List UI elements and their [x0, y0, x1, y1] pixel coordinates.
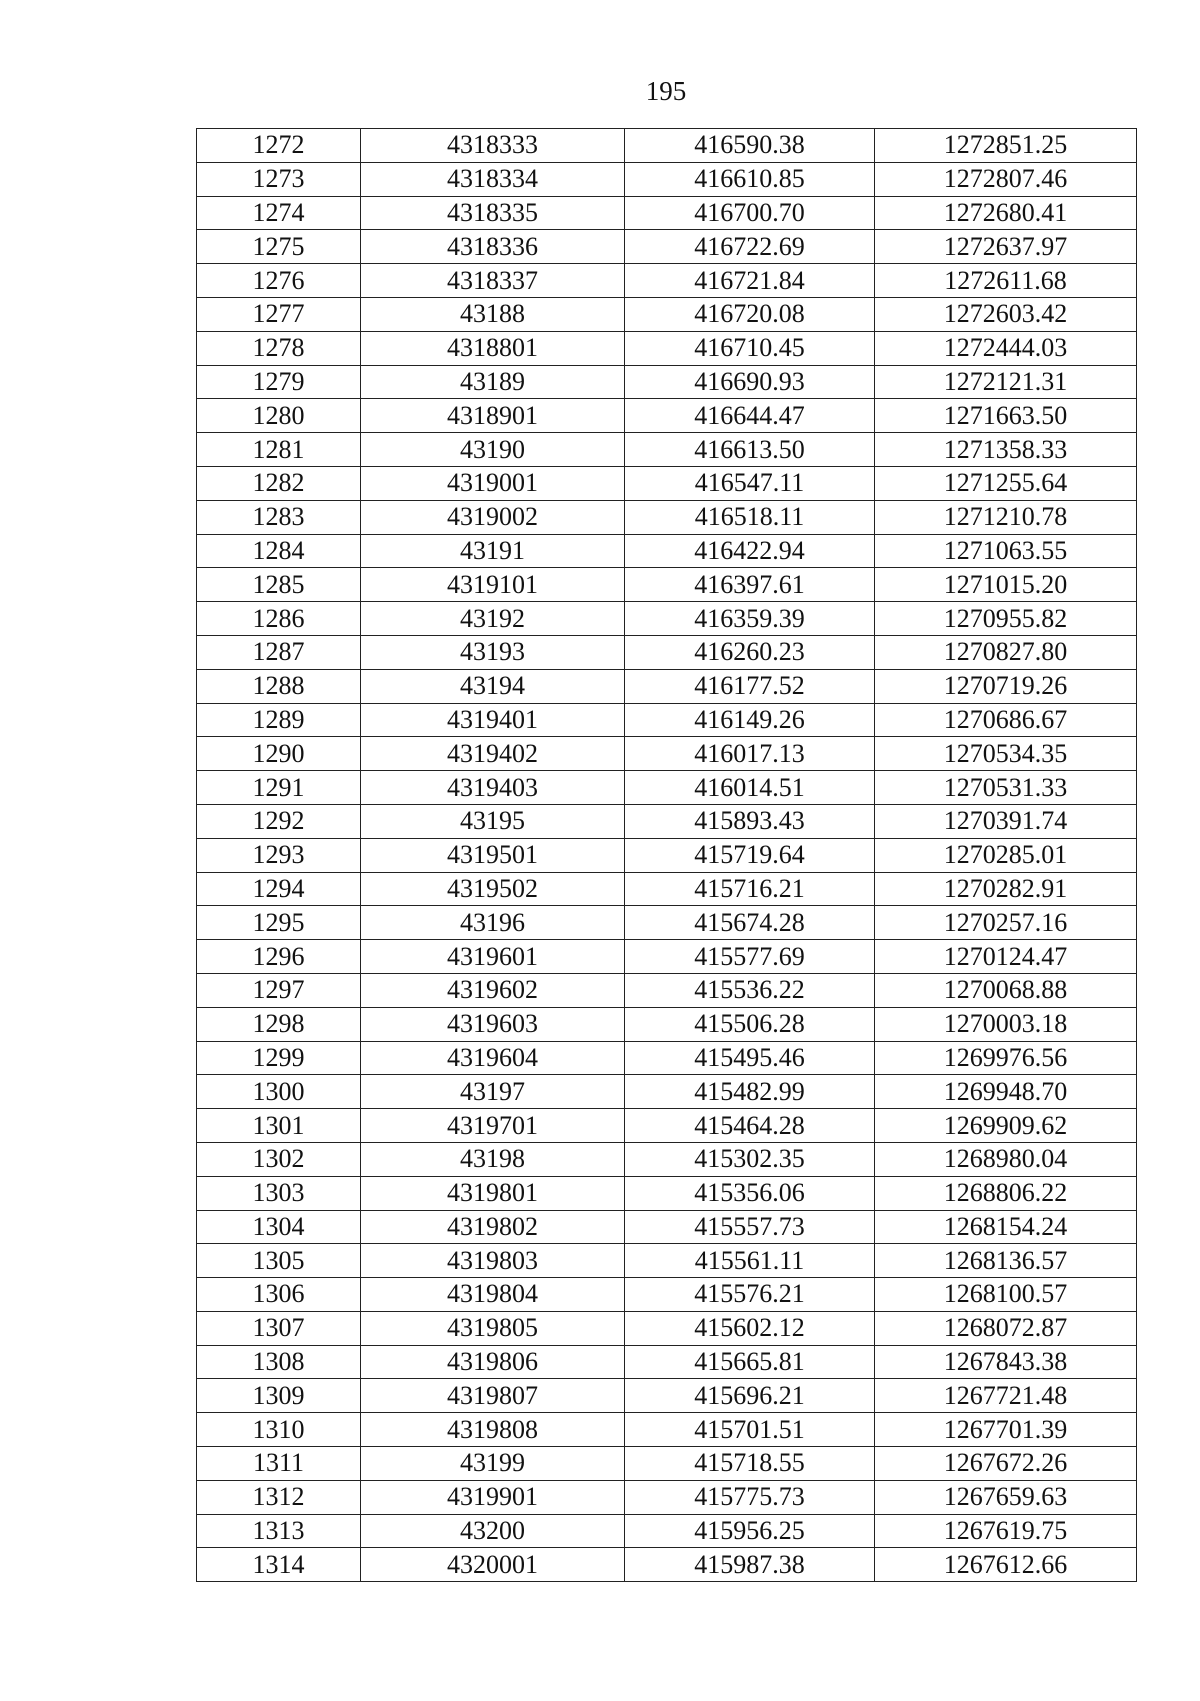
table-row	[197, 1007, 1137, 1041]
row-index-cell: 1276	[197, 264, 361, 298]
page-number: 195	[645, 76, 687, 106]
table-row	[197, 1041, 1137, 1075]
table-row	[197, 568, 1137, 602]
row-index-cell: 1296	[197, 940, 361, 974]
row-index-cell: 1314	[197, 1548, 361, 1582]
x-coordinate-cell: 416613.50	[625, 433, 875, 467]
point-id-cell: 4319803	[361, 1244, 625, 1278]
x-coordinate-cell: 416690.93	[625, 365, 875, 399]
y-coordinate-cell: 1270282.91	[875, 872, 1137, 906]
row-index-cell: 1313	[197, 1514, 361, 1548]
point-id-cell: 4319808	[361, 1413, 625, 1447]
y-coordinate-cell: 1269909.62	[875, 1109, 1137, 1143]
y-coordinate-cell: 1272680.41	[875, 196, 1137, 230]
y-coordinate-cell: 1271358.33	[875, 433, 1137, 467]
table-row	[197, 466, 1137, 500]
row-index-cell: 1281	[197, 433, 361, 467]
x-coordinate-cell: 416700.70	[625, 196, 875, 230]
point-id-cell: 4319101	[361, 568, 625, 602]
y-coordinate-cell: 1267672.26	[875, 1447, 1137, 1481]
x-coordinate-cell: 416720.08	[625, 297, 875, 331]
y-coordinate-cell: 1270003.18	[875, 1007, 1137, 1041]
x-coordinate-cell: 415987.38	[625, 1548, 875, 1582]
row-index-cell: 1308	[197, 1345, 361, 1379]
point-id-cell: 4319802	[361, 1210, 625, 1244]
table-row	[197, 331, 1137, 365]
x-coordinate-cell: 415576.21	[625, 1278, 875, 1312]
y-coordinate-cell: 1267659.63	[875, 1480, 1137, 1514]
point-id-cell: 43197	[361, 1075, 625, 1109]
point-id-cell: 4319701	[361, 1109, 625, 1143]
y-coordinate-cell: 1270531.33	[875, 771, 1137, 805]
table-row	[197, 737, 1137, 771]
row-index-cell: 1303	[197, 1176, 361, 1210]
point-id-cell: 43199	[361, 1447, 625, 1481]
y-coordinate-cell: 1268136.57	[875, 1244, 1137, 1278]
point-id-cell: 43195	[361, 804, 625, 838]
y-coordinate-cell: 1271255.64	[875, 466, 1137, 500]
row-index-cell: 1285	[197, 568, 361, 602]
table-row	[197, 1413, 1137, 1447]
row-index-cell: 1286	[197, 602, 361, 636]
point-id-cell: 4318333	[361, 129, 625, 163]
x-coordinate-cell: 415506.28	[625, 1007, 875, 1041]
row-index-cell: 1288	[197, 669, 361, 703]
table-row	[197, 1210, 1137, 1244]
table-row	[197, 1480, 1137, 1514]
y-coordinate-cell: 1270686.67	[875, 703, 1137, 737]
table-row	[197, 872, 1137, 906]
y-coordinate-cell: 1270285.01	[875, 838, 1137, 872]
x-coordinate-cell: 416149.26	[625, 703, 875, 737]
x-coordinate-cell: 416518.11	[625, 500, 875, 534]
table-row	[197, 838, 1137, 872]
table-row	[197, 129, 1137, 163]
table-row	[197, 162, 1137, 196]
x-coordinate-cell: 416397.61	[625, 568, 875, 602]
point-id-cell: 43191	[361, 534, 625, 568]
table-body	[197, 129, 1137, 1582]
x-coordinate-cell: 415893.43	[625, 804, 875, 838]
table-row	[197, 1278, 1137, 1312]
point-id-cell: 4319603	[361, 1007, 625, 1041]
point-id-cell: 43188	[361, 297, 625, 331]
x-coordinate-cell: 415464.28	[625, 1109, 875, 1143]
table-row	[197, 1244, 1137, 1278]
y-coordinate-cell: 1267843.38	[875, 1345, 1137, 1379]
table-row	[197, 1075, 1137, 1109]
x-coordinate-cell: 416644.47	[625, 399, 875, 433]
table-row	[197, 1514, 1137, 1548]
table-row	[197, 297, 1137, 331]
y-coordinate-cell: 1268154.24	[875, 1210, 1137, 1244]
point-id-cell: 4318801	[361, 331, 625, 365]
y-coordinate-cell: 1270391.74	[875, 804, 1137, 838]
x-coordinate-cell: 415602.12	[625, 1311, 875, 1345]
point-id-cell: 43193	[361, 635, 625, 669]
y-coordinate-cell: 1267612.66	[875, 1548, 1137, 1582]
row-index-cell: 1309	[197, 1379, 361, 1413]
table-row	[197, 264, 1137, 298]
point-id-cell: 4319804	[361, 1278, 625, 1312]
table-row	[197, 433, 1137, 467]
point-id-cell: 4319604	[361, 1041, 625, 1075]
x-coordinate-cell: 416590.38	[625, 129, 875, 163]
point-id-cell: 4319901	[361, 1480, 625, 1514]
y-coordinate-cell: 1270719.26	[875, 669, 1137, 703]
row-index-cell: 1284	[197, 534, 361, 568]
x-coordinate-cell: 415482.99	[625, 1075, 875, 1109]
row-index-cell: 1289	[197, 703, 361, 737]
row-index-cell: 1290	[197, 737, 361, 771]
x-coordinate-cell: 415775.73	[625, 1480, 875, 1514]
row-index-cell: 1312	[197, 1480, 361, 1514]
row-index-cell: 1299	[197, 1041, 361, 1075]
point-id-cell: 4319801	[361, 1176, 625, 1210]
x-coordinate-cell: 415561.11	[625, 1244, 875, 1278]
row-index-cell: 1283	[197, 500, 361, 534]
point-id-cell: 4318337	[361, 264, 625, 298]
y-coordinate-cell: 1268806.22	[875, 1176, 1137, 1210]
table-row	[197, 669, 1137, 703]
point-id-cell: 4318336	[361, 230, 625, 264]
table-row	[197, 940, 1137, 974]
x-coordinate-cell: 415716.21	[625, 872, 875, 906]
point-id-cell: 4318335	[361, 196, 625, 230]
x-coordinate-cell: 415696.21	[625, 1379, 875, 1413]
y-coordinate-cell: 1271015.20	[875, 568, 1137, 602]
y-coordinate-cell: 1272611.68	[875, 264, 1137, 298]
point-id-cell: 4319501	[361, 838, 625, 872]
row-index-cell: 1280	[197, 399, 361, 433]
y-coordinate-cell: 1270534.35	[875, 737, 1137, 771]
x-coordinate-cell: 416610.85	[625, 162, 875, 196]
point-id-cell: 4320001	[361, 1548, 625, 1582]
row-index-cell: 1278	[197, 331, 361, 365]
x-coordinate-cell: 415536.22	[625, 973, 875, 1007]
point-id-cell: 4319602	[361, 973, 625, 1007]
row-index-cell: 1274	[197, 196, 361, 230]
row-index-cell: 1297	[197, 973, 361, 1007]
table-row	[197, 1109, 1137, 1143]
y-coordinate-cell: 1270068.88	[875, 973, 1137, 1007]
row-index-cell: 1310	[197, 1413, 361, 1447]
x-coordinate-cell: 416017.13	[625, 737, 875, 771]
x-coordinate-cell: 415356.06	[625, 1176, 875, 1210]
y-coordinate-cell: 1271210.78	[875, 500, 1137, 534]
coordinates-table	[196, 128, 1137, 1582]
y-coordinate-cell: 1271063.55	[875, 534, 1137, 568]
row-index-cell: 1302	[197, 1142, 361, 1176]
y-coordinate-cell: 1269948.70	[875, 1075, 1137, 1109]
y-coordinate-cell: 1269976.56	[875, 1041, 1137, 1075]
point-id-cell: 4319403	[361, 771, 625, 805]
table-row	[197, 1142, 1137, 1176]
point-id-cell: 4318901	[361, 399, 625, 433]
row-index-cell: 1291	[197, 771, 361, 805]
x-coordinate-cell: 415302.35	[625, 1142, 875, 1176]
row-index-cell: 1304	[197, 1210, 361, 1244]
row-index-cell: 1293	[197, 838, 361, 872]
y-coordinate-cell: 1272637.97	[875, 230, 1137, 264]
x-coordinate-cell: 416422.94	[625, 534, 875, 568]
row-index-cell: 1277	[197, 297, 361, 331]
x-coordinate-cell: 415495.46	[625, 1041, 875, 1075]
table-row	[197, 602, 1137, 636]
table-row	[197, 771, 1137, 805]
point-id-cell: 43192	[361, 602, 625, 636]
table-row	[197, 906, 1137, 940]
table-row	[197, 1345, 1137, 1379]
row-index-cell: 1300	[197, 1075, 361, 1109]
y-coordinate-cell: 1271663.50	[875, 399, 1137, 433]
row-index-cell: 1305	[197, 1244, 361, 1278]
x-coordinate-cell: 415718.55	[625, 1447, 875, 1481]
point-id-cell: 4319001	[361, 466, 625, 500]
y-coordinate-cell: 1272121.31	[875, 365, 1137, 399]
y-coordinate-cell: 1270257.16	[875, 906, 1137, 940]
row-index-cell: 1311	[197, 1447, 361, 1481]
row-index-cell: 1272	[197, 129, 361, 163]
point-id-cell: 43198	[361, 1142, 625, 1176]
y-coordinate-cell: 1267619.75	[875, 1514, 1137, 1548]
table-row	[197, 196, 1137, 230]
y-coordinate-cell: 1272603.42	[875, 297, 1137, 331]
table-row	[197, 635, 1137, 669]
row-index-cell: 1307	[197, 1311, 361, 1345]
x-coordinate-cell: 416359.39	[625, 602, 875, 636]
row-index-cell: 1275	[197, 230, 361, 264]
x-coordinate-cell: 415701.51	[625, 1413, 875, 1447]
table-row	[197, 1311, 1137, 1345]
x-coordinate-cell: 415665.81	[625, 1345, 875, 1379]
point-id-cell: 4319401	[361, 703, 625, 737]
point-id-cell: 43196	[361, 906, 625, 940]
row-index-cell: 1287	[197, 635, 361, 669]
row-index-cell: 1306	[197, 1278, 361, 1312]
point-id-cell: 43189	[361, 365, 625, 399]
table-row	[197, 534, 1137, 568]
point-id-cell: 4319807	[361, 1379, 625, 1413]
table-row	[197, 804, 1137, 838]
row-index-cell: 1298	[197, 1007, 361, 1041]
point-id-cell: 4319002	[361, 500, 625, 534]
table-row	[197, 1379, 1137, 1413]
point-id-cell: 4318334	[361, 162, 625, 196]
x-coordinate-cell: 416177.52	[625, 669, 875, 703]
x-coordinate-cell: 415674.28	[625, 906, 875, 940]
x-coordinate-cell: 416722.69	[625, 230, 875, 264]
row-index-cell: 1301	[197, 1109, 361, 1143]
row-index-cell: 1292	[197, 804, 361, 838]
x-coordinate-cell: 415956.25	[625, 1514, 875, 1548]
row-index-cell: 1295	[197, 906, 361, 940]
point-id-cell: 43190	[361, 433, 625, 467]
point-id-cell: 4319805	[361, 1311, 625, 1345]
y-coordinate-cell: 1268980.04	[875, 1142, 1137, 1176]
point-id-cell: 43194	[361, 669, 625, 703]
x-coordinate-cell: 416547.11	[625, 466, 875, 500]
point-id-cell: 4319806	[361, 1345, 625, 1379]
y-coordinate-cell: 1270955.82	[875, 602, 1137, 636]
table-row	[197, 703, 1137, 737]
x-coordinate-cell: 416721.84	[625, 264, 875, 298]
x-coordinate-cell: 416710.45	[625, 331, 875, 365]
row-index-cell: 1279	[197, 365, 361, 399]
x-coordinate-cell: 415577.69	[625, 940, 875, 974]
y-coordinate-cell: 1267721.48	[875, 1379, 1137, 1413]
table-row	[197, 365, 1137, 399]
y-coordinate-cell: 1272851.25	[875, 129, 1137, 163]
row-index-cell: 1273	[197, 162, 361, 196]
y-coordinate-cell: 1270827.80	[875, 635, 1137, 669]
table-row	[197, 399, 1137, 433]
point-id-cell: 4319502	[361, 872, 625, 906]
x-coordinate-cell: 416014.51	[625, 771, 875, 805]
y-coordinate-cell: 1268072.87	[875, 1311, 1137, 1345]
row-index-cell: 1282	[197, 466, 361, 500]
y-coordinate-cell: 1272807.46	[875, 162, 1137, 196]
x-coordinate-cell: 415557.73	[625, 1210, 875, 1244]
table-row	[197, 973, 1137, 1007]
x-coordinate-cell: 416260.23	[625, 635, 875, 669]
table-row	[197, 230, 1137, 264]
point-id-cell: 4319601	[361, 940, 625, 974]
row-index-cell: 1294	[197, 872, 361, 906]
point-id-cell: 43200	[361, 1514, 625, 1548]
table-row	[197, 1176, 1137, 1210]
table-row	[197, 1548, 1137, 1582]
x-coordinate-cell: 415719.64	[625, 838, 875, 872]
y-coordinate-cell: 1272444.03	[875, 331, 1137, 365]
point-id-cell: 4319402	[361, 737, 625, 771]
table-row	[197, 500, 1137, 534]
y-coordinate-cell: 1267701.39	[875, 1413, 1137, 1447]
table-row	[197, 1447, 1137, 1481]
y-coordinate-cell: 1270124.47	[875, 940, 1137, 974]
y-coordinate-cell: 1268100.57	[875, 1278, 1137, 1312]
